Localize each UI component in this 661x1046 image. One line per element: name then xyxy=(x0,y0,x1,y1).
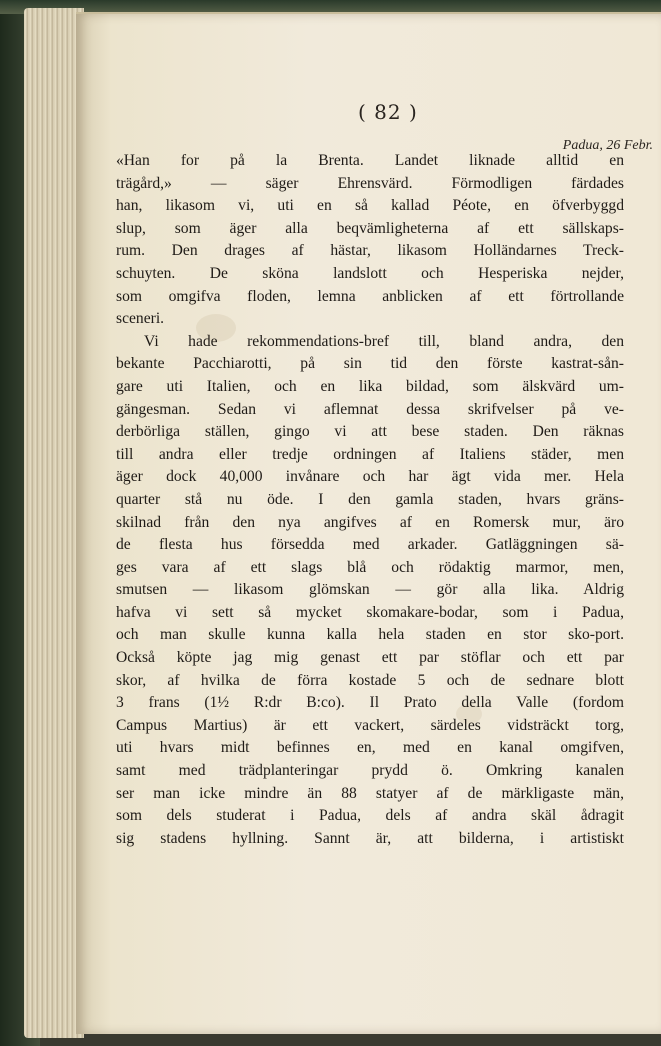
text-line: sceneri. xyxy=(116,310,165,328)
text-line: ser man icke mindre än 88 statyer af de märkligaste män, xyxy=(116,784,624,802)
text-line: samt med trädplanteringar prydd ö. Omkring kanalen xyxy=(116,762,624,780)
text-line: Campus Martius) är ett vackert, särdeles vidsträckt torg, xyxy=(116,716,624,734)
text-line: uti hvars midt befinnes en, med en kanal omgifven, xyxy=(116,739,624,757)
page-stack-edges xyxy=(24,8,84,1038)
text-line: 3 frans (1½ R:dr B:co). Il Prato della Valle (fordom xyxy=(116,694,624,712)
text-line: slup, som äger alla beqvämligheterna af ett sällskaps- xyxy=(116,219,624,237)
text-line: bekante Pacchiarotti, på sin tid den förste kastrat-sån- xyxy=(116,355,624,373)
text-line: som dels studerat i Padua, dels af andra skäl ådragit xyxy=(116,807,624,825)
text-line: gängesman. Sedan vi aflemnat dessa skrifvelser på ve- xyxy=(116,400,624,418)
dateline: Padua, 26 Febr. xyxy=(562,138,653,153)
text-line: Vi hade rekommendations-bref till, bland andra, den xyxy=(144,332,624,350)
text-line: äger dock 40,000 invånare och har ägt vida mer. Hela xyxy=(116,468,624,486)
text-line: «Han for på la Brenta. Landet liknade alltid en xyxy=(116,152,624,169)
text-line: sig stadens hyllning. Sannt är, att bilderna, i artistiskt xyxy=(116,829,624,847)
body-text xyxy=(116,150,624,850)
text-line: ges vara af ett slags blå och rödaktig marmor, men, xyxy=(116,558,624,576)
text-line: han, likasom vi, uti en så kallad Péote, en öfverbyggd xyxy=(116,197,624,215)
page-number: ( 82 ) xyxy=(358,100,418,124)
text-line: Också köpte jag mig genast ett par stöflar och ett par xyxy=(116,649,624,667)
text-line: gare uti Italien, och en lika bildad, som älskvärd um- xyxy=(116,377,624,395)
text-line: trägård,» — säger Ehrensvärd. Förmodligen färdades xyxy=(116,174,624,192)
text-line: quarter stå nu öde. I den gamla staden, hvars gräns- xyxy=(116,490,624,508)
text-line: som omgifva floden, lemna anblicken af ett förtrollande xyxy=(116,287,624,305)
text-line: och man skulle kunna kalla hela staden en stor sko-port. xyxy=(116,626,624,644)
text-line: till andra eller tredje ordningen af Italiens städer, men xyxy=(116,445,624,463)
text-line: derbörliga ställen, gingo vi att bese staden. Den räknas xyxy=(116,423,624,441)
text-line: schuyten. De sköna landslott och Hesperiska nejder, xyxy=(116,264,624,282)
text-line: skilnad från den nya angifves af en Romersk mur, äro xyxy=(116,513,624,531)
text-line: rum. Den drages af hästar, likasom Holländarnes Treck- xyxy=(116,242,624,260)
text-line: hafva vi sett så mycket skomakare-bodar, som i Padua, xyxy=(116,603,624,621)
text-line: skor, af hvilka de förra kostade 5 och de sednare blott xyxy=(116,671,624,689)
text-line: de flesta hus försedda med arkader. Gatläggningen sä- xyxy=(116,536,624,554)
text-line: smutsen — likasom glömskan — gör alla lika. Aldrig xyxy=(116,581,624,599)
